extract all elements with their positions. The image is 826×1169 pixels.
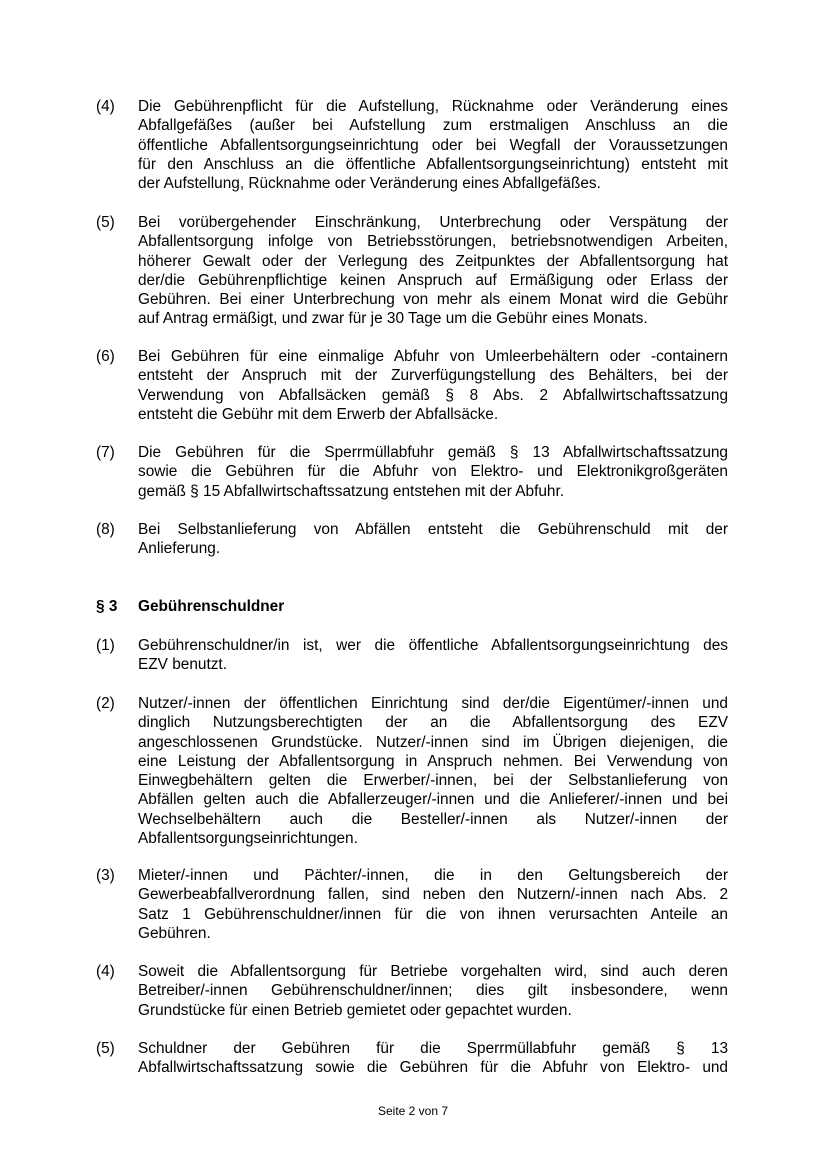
paragraph-number: (3) <box>96 867 115 884</box>
text-line: Gewerbeabfallverordnung fallen, sind neben den Nutzern/-innen nach Abs. 2 <box>138 886 728 904</box>
text-line: entsteht der Anspruch mit der Zurverfügungstellung des Behälters, bei der <box>138 367 728 385</box>
paragraph-text <box>138 636 728 675</box>
text-line: Bei Gebühren für eine einmalige Abfuhr von Umleerbehältern oder -containern <box>138 348 728 365</box>
text-line: Bei vorübergehender Einschränkung, Unterbrechung oder Verspätung der <box>138 214 728 231</box>
text-line: Soweit die Abfallentsorgung für Betriebe vorgehalten wird, sind auch deren <box>138 963 728 980</box>
paragraph-text <box>138 866 728 943</box>
text-line: Einwegbehältern gelten die Erwerber/-innen, bei der Selbstanlieferung von <box>138 772 728 790</box>
paragraph-number: (4) <box>96 963 115 980</box>
text-line: Gebührenschuldner/in ist, wer die öffentliche Abfallentsorgungseinrichtung des <box>138 637 728 654</box>
text-line: Betreiber/-innen Gebührenschuldner/innen; dies gilt insbesondere, wenn <box>138 982 728 1000</box>
paragraph-text <box>138 1039 728 1078</box>
text-line: Satz 1 Gebührenschuldner/innen für die von ihnen verursachten Anteile an <box>138 905 728 923</box>
paragraph-number: (8) <box>96 521 115 538</box>
paragraph-text <box>138 213 728 329</box>
paragraph-text <box>138 962 728 1020</box>
s3-paragraph-2 <box>96 694 728 848</box>
text-line: der Aufstellung, Rücknahme oder Veränderung eines Abfallgefäßes. <box>138 175 601 193</box>
text-line: Nutzer/-innen der öffentlichen Einrichtung sind der/die Eigentümer/-innen und <box>138 695 728 712</box>
paragraph-8 <box>96 520 728 559</box>
paragraph-number: (6) <box>96 348 115 365</box>
s3-paragraph-3 <box>96 866 728 943</box>
paragraph-number: (2) <box>96 695 115 712</box>
text-line: höherer Gewalt oder der Verlegung des Zeitpunktes der Abfallentsorgung hat <box>138 252 728 270</box>
section-number: § 3 <box>96 598 118 615</box>
text-line: Wechselbehältern auch die Besteller/-innen als Nutzer/-innen der <box>138 810 728 828</box>
text-line: Grundstücke für einen Betrieb gemietet oder gepachtet wurden. <box>138 1001 572 1019</box>
text-line: der/die Gebührenpflichtige keinen Anspruch auf Ermäßigung oder Erlass der <box>138 271 728 289</box>
text-line: EZV benutzt. <box>138 656 227 674</box>
text-line: Abfallentsorgungseinrichtungen. <box>138 830 358 848</box>
text-line: Schuldner der Gebühren für die Sperrmüllabfuhr gemäß § 13 <box>138 1040 728 1057</box>
text-line: Mieter/-innen und Pächter/-innen, die in den Geltungsbereich der <box>138 867 728 884</box>
paragraph-7 <box>96 443 728 501</box>
page-footer: Seite 2 von 7 <box>377 1104 449 1118</box>
text-line: Gebühren. <box>138 924 211 942</box>
s3-paragraph-5 <box>96 1039 728 1078</box>
paragraph-number: (7) <box>96 444 115 461</box>
text-line: Abfallwirtschaftssatzung sowie die Gebühren für die Abfuhr von Elektro- und <box>138 1059 728 1077</box>
text-line: Die Gebührenpflicht für die Aufstellung, Rücknahme oder Veränderung eines <box>138 98 728 115</box>
text-line: Gebühren. Bei einer Unterbrechung von mehr als einem Monat wird die Gebühr <box>138 291 728 309</box>
text-line: Abfallgefäßes (außer bei Aufstellung zum erstmaligen Anschluss an die <box>138 117 728 135</box>
s3-paragraph-4 <box>96 962 728 1020</box>
text-line: öffentliche Abfallentsorgungseinrichtung oder bei Wegfall der Voraussetzungen <box>138 136 728 154</box>
paragraph-text <box>138 97 728 193</box>
paragraph-text <box>138 443 728 501</box>
paragraph-number: (5) <box>96 1040 115 1057</box>
text-line: Die Gebühren für die Sperrmüllabfuhr gemäß § 13 Abfallwirtschaftssatzung <box>138 444 728 461</box>
paragraph-5 <box>96 213 728 329</box>
text-line: gemäß § 15 Abfallwirtschaftssatzung entstehen mit der Abfuhr. <box>138 482 565 500</box>
text-line: dinglich Nutzungsberechtigten der an die Abfallentsorgung des EZV <box>138 714 728 732</box>
paragraph-text <box>138 694 728 848</box>
s3-paragraph-1 <box>96 636 728 675</box>
text-line: Bei Selbstanlieferung von Abfällen entsteht die Gebührenschuld mit der <box>138 521 728 538</box>
text-line: Anlieferung. <box>138 540 221 558</box>
paragraph-6 <box>96 347 728 424</box>
paragraph-4 <box>96 97 728 193</box>
text-line: Verwendung von Abfallsäcken gemäß § 8 Abs. 2 Abfallwirtschaftssatzung <box>138 386 728 404</box>
paragraph-text <box>138 520 728 559</box>
section-title: Gebührenschuldner <box>138 598 285 615</box>
text-line: angeschlossenen Grundstücke. Nutzer/-innen sind im Übrigen diejenigen, die <box>138 733 728 751</box>
text-line: eine Leistung der Abfallentsorgung in Anspruch nehmen. Bei Verwendung von <box>138 752 728 770</box>
text-line: für den Anschluss an die öffentliche Abfallentsorgungseinrichtung) entsteht mit <box>138 155 728 173</box>
text-line: sowie die Gebühren für die Abfuhr von Elektro- und Elektronikgroßgeräten <box>138 463 728 481</box>
paragraph-text <box>138 347 728 424</box>
text-line: auf Antrag ermäßigt, und zwar für je 30 Tage um die Gebühr eines Monats. <box>138 310 648 328</box>
text-line: Abfallentsorgung infolge von Betriebsstörungen, betriebsnotwendigen Arbeiten, <box>138 233 728 251</box>
text-line: Abfällen gelten auch die Abfallerzeuger/-innen und die Anlieferer/-innen und bei <box>138 791 728 809</box>
section-heading <box>96 597 728 616</box>
paragraph-number: (5) <box>96 214 115 231</box>
paragraph-number: (4) <box>96 98 115 115</box>
text-line: entsteht die Gebühr mit dem Erwerb der Abfallsäcke. <box>138 405 499 423</box>
paragraph-number: (1) <box>96 637 115 654</box>
